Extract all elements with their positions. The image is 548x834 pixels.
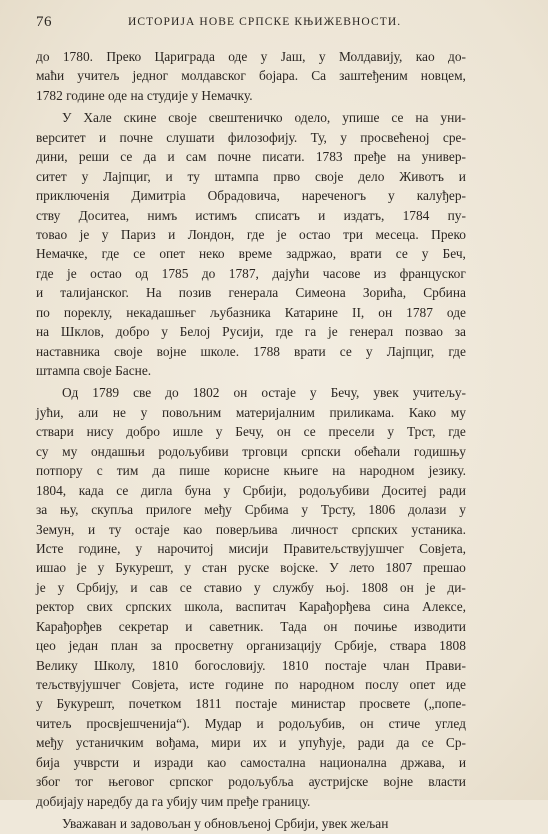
text-line: Немачке, где се опет неко време задржао, врати се у Беч,	[36, 246, 466, 262]
text-line: је у Србију, и сав се ставио у службу њој. 1808 он је ди-	[36, 579, 466, 595]
text-line: на Шклов, добро у Белој Русији, где га је генерал позвао за	[36, 324, 466, 340]
text-line: ситет у Лајпциг, и ту штампа прво своје дело Животъ и	[36, 168, 466, 184]
text-line: ствари нису добро ишле у Бечу, он се пресели у Трст, где	[36, 424, 466, 440]
text-line: наставника своје војне школе. 1788 врати се у Лајпциг, где	[36, 343, 466, 359]
text-line: добијају наредбу да га убију чим пређе границу.	[36, 793, 311, 809]
text-line: штампа своје Басне.	[36, 363, 152, 378]
text-line: због тог његовог српског родољубља аустријске војне власти	[36, 774, 466, 790]
text-line: бија учврсти и изради као самостална национална држава, и	[36, 754, 466, 770]
text-line: ству Доситеа, нимъ истимъ списатъ и издатъ, 1784 пу-	[36, 207, 466, 223]
text-line: Велику Школу, 1810 богословију. 1810 постаје члан Прави-	[36, 657, 466, 673]
page-header	[36, 14, 476, 36]
text-line: ректор свих српских школа, васпитач Карађорђева сина Алексе,	[36, 599, 466, 615]
text-line: дини, реши се да и сам почне писати. 1783 пређе на универ-	[36, 149, 466, 165]
text-line: до 1780. Преко Цариграда оде у Јаш, у Молдавију, као до-	[36, 49, 466, 64]
text-line: по пореклу, некадашњег љубазника Катарине II, он 1787 оде	[36, 304, 466, 320]
running-head: ИСТОРИЈА НОВЕ СРПСКЕ КЊИЖЕВНОСТИ.	[128, 16, 402, 28]
page-number: 76	[36, 14, 52, 30]
paragraph	[36, 47, 466, 105]
text-line: и талијанског. На позив генерала Симеона Зорића, Србина	[36, 285, 466, 301]
text-line: тељствујушчег Совјета, исте године по народном послу опет иде	[36, 677, 466, 692]
text-line: јући, али не у повољним материјалним приликама. Како му	[36, 404, 466, 420]
paragraph	[36, 814, 466, 833]
text-line: Земун, и ту остаје као поверљива личност српских устаника.	[36, 521, 466, 537]
paragraph	[36, 108, 466, 380]
text-line: Исте године, у нарочитој мисији Правитељствујушчег Совјета,	[36, 540, 466, 556]
text-line: за њу, скупља прилоге међу Србима у Трсту, 1806 долази у	[36, 502, 466, 518]
text-line: су му ондашњи родољубиви трговци српски обећали годишњу	[36, 443, 466, 459]
text-line: 1782 године оде на студије у Немачку.	[36, 87, 253, 103]
body-text	[36, 47, 466, 834]
text-line: ишао је у Букурешт, у стан руске војске. У лето 1807 прешао	[36, 560, 466, 576]
text-line: 1804, када се дигла буна у Србији, родољубиви Доситеј ради	[36, 482, 466, 498]
text-line: Уважаван и задовољан у обновљеној Србији, увек жељан	[62, 816, 389, 832]
text-line: верситет и почне слушати филозофију. Ту, у просвећеној сре-	[36, 129, 466, 145]
text-line: где је остао од 1785 до 1787, дајући часове из француског	[36, 265, 466, 281]
text-line: У Хале скине своје свештеничко одело, упише се на уни-	[62, 110, 466, 126]
text-line: у Букурешт, почетком 1811 постаје министар просвете („попе-	[36, 696, 466, 712]
text-line: Карађорђев секретар и саветник. Тада он почиње изводити	[36, 618, 466, 634]
text-line: цео један план за просветну организацију Србије, ствара 1808	[36, 638, 466, 654]
text-line: међу устаничким вођама, мири их и упућује, ради да се Ср-	[36, 735, 466, 751]
text-line: товао је у Париз и Лондон, где је остао три месеца. Преко	[36, 226, 466, 242]
text-line: читељ просвјешченија“). Мудар и родољубив, он стиче углед	[36, 715, 466, 731]
text-line: приключенія Димитріа Обрадовича, нареченогъ у калуђер-	[36, 188, 466, 204]
text-line: потпору с тим да пише корисне књиге на народном језику.	[36, 463, 466, 479]
paragraph	[36, 383, 466, 811]
text-line: Од 1789 све до 1802 он остаје у Бечу, увек учитељу-	[62, 385, 466, 401]
text-line: маћи учитељ једног молдавског бојара. Са заштеђеним новцем,	[36, 68, 466, 84]
